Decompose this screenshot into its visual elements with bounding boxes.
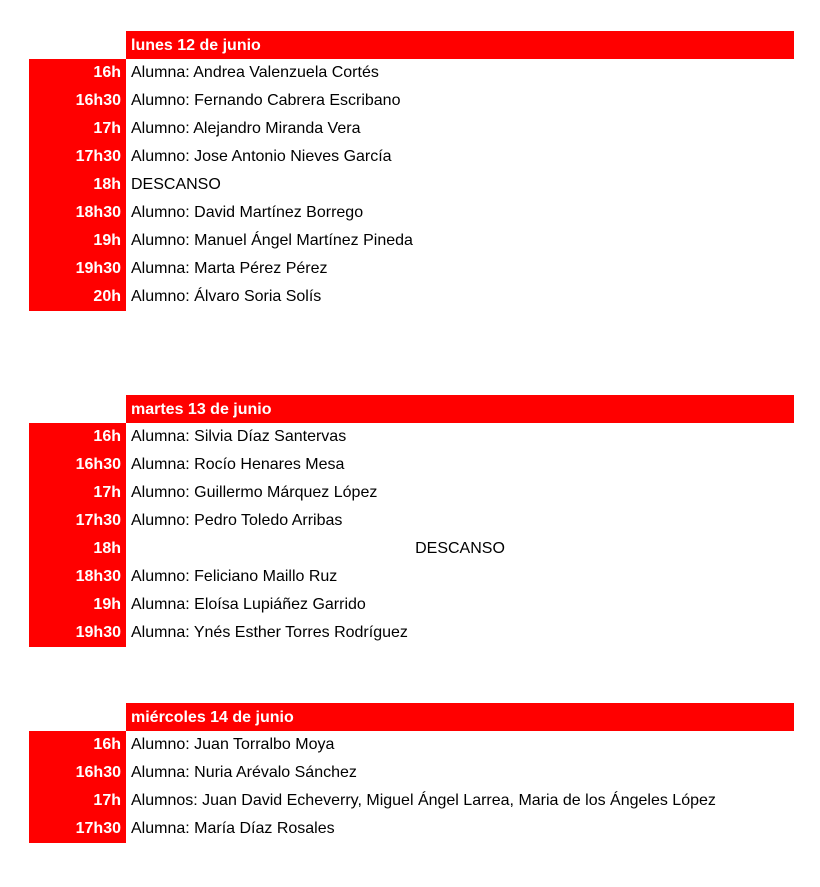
break-label: DESCANSO — [131, 176, 221, 193]
day-title: martes 13 de junio — [126, 395, 794, 423]
time-slot: 18h30 — [29, 563, 126, 591]
student-name: Alumno: Feliciano Maillo Ruz — [131, 568, 338, 585]
time-slot: 16h — [29, 423, 126, 451]
schedule-row — [29, 507, 794, 535]
time-slot: 17h — [29, 115, 126, 143]
day-title: miércoles 14 de junio — [126, 703, 794, 731]
time-slot: 17h30 — [29, 143, 126, 171]
time-slot: 17h30 — [29, 507, 126, 535]
schedule-row — [29, 115, 794, 143]
time-slot: 16h30 — [29, 451, 126, 479]
day-tuesday — [29, 395, 794, 647]
time-slot: 17h — [29, 787, 126, 815]
student-name: Alumna: Nuria Arévalo Sánchez — [131, 764, 357, 781]
time-slot: 19h30 — [29, 255, 126, 283]
schedule-row — [29, 591, 794, 619]
student-name: Alumno: Fernando Cabrera Escribano — [131, 92, 401, 109]
schedule-row — [29, 227, 794, 255]
student-name: Alumno: Manuel Ángel Martínez Pineda — [131, 232, 413, 249]
schedule-row — [29, 815, 794, 843]
schedule-row — [29, 619, 794, 647]
time-slot: 16h — [29, 731, 126, 759]
student-name: Alumna: Eloísa Lupiáñez Garrido — [131, 596, 366, 613]
schedule-row — [29, 143, 794, 171]
day-monday — [29, 31, 794, 311]
schedule-row — [29, 171, 794, 199]
student-name: Alumno: Juan Torralbo Moya — [131, 736, 335, 753]
schedule-row — [29, 59, 794, 87]
student-name: Alumna: Andrea Valenzuela Cortés — [131, 64, 379, 81]
schedule-row — [29, 87, 794, 115]
student-name: Alumna: Silvia Díaz Santervas — [131, 428, 347, 445]
time-slot: 19h — [29, 591, 126, 619]
student-name: Alumna: María Díaz Rosales — [131, 820, 335, 837]
time-slot: 17h — [29, 479, 126, 507]
day-title: lunes 12 de junio — [126, 31, 794, 59]
time-slot: 17h30 — [29, 815, 126, 843]
schedule-row — [29, 451, 794, 479]
student-name: Alumno: Alejandro Miranda Vera — [131, 120, 361, 137]
student-name: Alumno: Jose Antonio Nieves García — [131, 148, 392, 165]
student-name: Alumna: Rocío Henares Mesa — [131, 456, 345, 473]
student-name: Alumno: Guillermo Márquez López — [131, 484, 378, 501]
student-name: Alumna: Marta Pérez Pérez — [131, 260, 328, 277]
time-slot: 20h — [29, 283, 126, 311]
student-name: Alumnos: Juan David Echeverry, Miguel Ángel Larrea, Maria de los Ángeles López — [131, 792, 716, 809]
schedule-row — [29, 535, 794, 563]
time-slot: 19h — [29, 227, 126, 255]
schedule-row — [29, 759, 794, 787]
schedule-row — [29, 199, 794, 227]
schedule-row — [29, 423, 794, 451]
student-name: Alumna: Ynés Esther Torres Rodríguez — [131, 624, 408, 641]
time-slot: 19h30 — [29, 619, 126, 647]
schedule-row — [29, 255, 794, 283]
time-slot: 16h30 — [29, 759, 126, 787]
schedule-row — [29, 731, 794, 759]
day-wednesday — [29, 703, 794, 843]
break-label: DESCANSO — [415, 540, 505, 557]
schedule-row — [29, 787, 794, 815]
student-name: Alumno: Álvaro Soria Solís — [131, 288, 322, 305]
time-slot: 18h — [29, 535, 126, 563]
schedule-row — [29, 479, 794, 507]
schedule-row — [29, 563, 794, 591]
time-slot: 16h — [29, 59, 126, 87]
time-slot: 18h — [29, 171, 126, 199]
student-name: Alumno: David Martínez Borrego — [131, 204, 364, 221]
time-slot: 16h30 — [29, 87, 126, 115]
student-name: Alumno: Pedro Toledo Arribas — [131, 512, 343, 529]
schedule-row — [29, 283, 794, 311]
time-slot: 18h30 — [29, 199, 126, 227]
